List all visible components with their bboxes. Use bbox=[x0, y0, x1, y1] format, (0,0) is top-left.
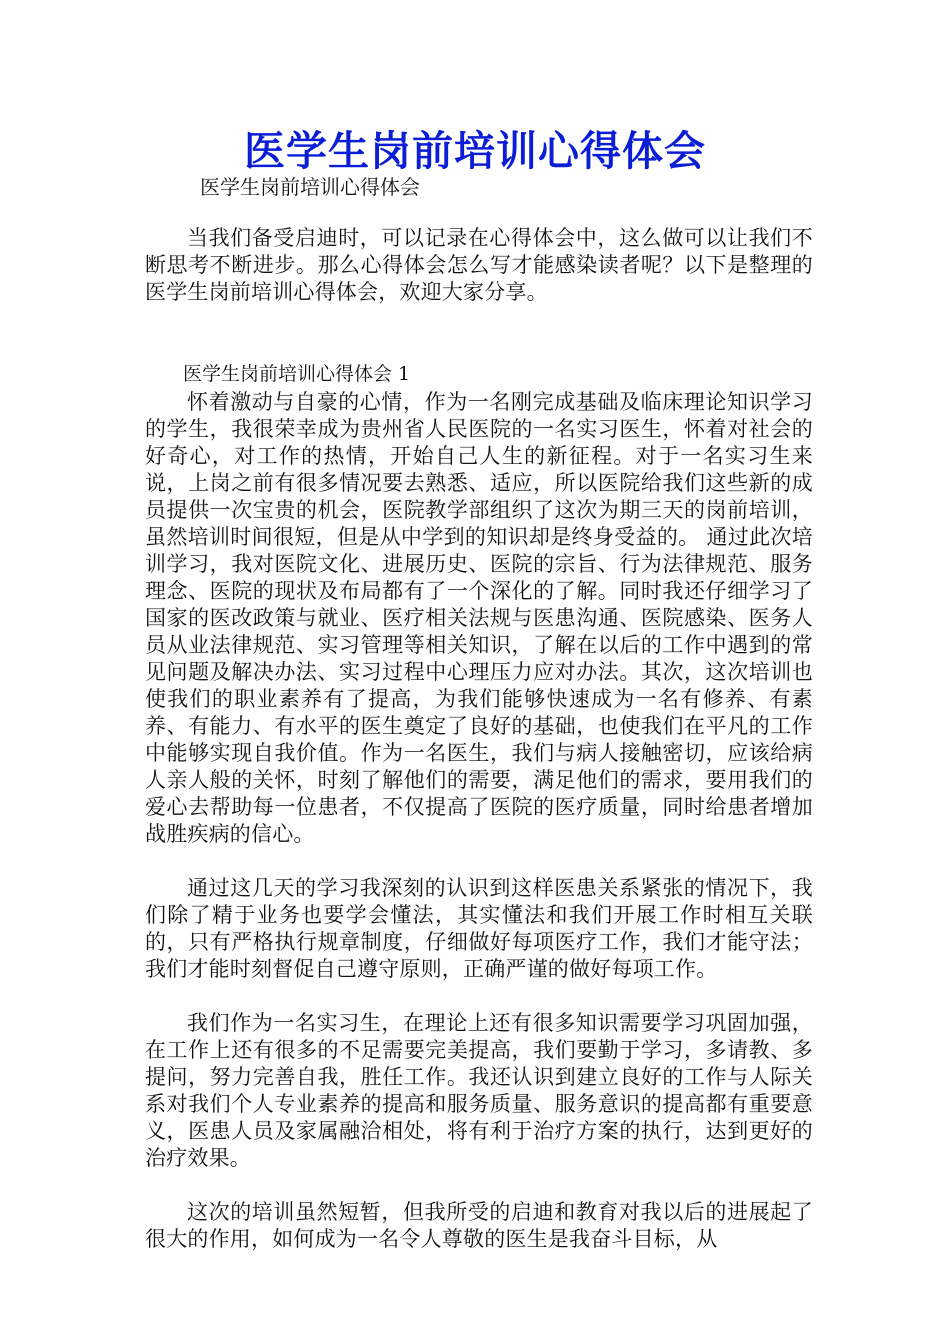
body-paragraph-3: 我们作为一名实习生，在理论上还有很多知识需要学习巩固加强，在工作上还有很多的不足需要完美提高，我们要勤于学习，多请教、多提问，努力完善自我，胜任工作。我还认识到建立良好的工作与人际关系对我们个人专业素养的提高和服务质量、服务意识的提高都有重要意义，医患人员及家属融洽相处，将有利于治疗方案的执行，达到更好的治疗效果。 bbox=[145, 1011, 813, 1170]
document-body bbox=[145, 225, 813, 1253]
body-paragraph-2: 通过这几天的学习我深刻的认识到这样医患关系紧张的情况下，我们除了精于业务也要学会懂法，其实懂法和我们开展工作时相互关联的，只有严格执行规章制度，仔细做好每项医疗工作，我们才能守法；我们才能时刻督促自己遵守原则，正确严谨的做好每项工作。 bbox=[145, 876, 813, 981]
body-paragraph-1: 怀着激动与自豪的心情，作为一名刚完成基础及临床理论知识学习的学生，我很荣幸成为贵州省人民医院的一名实习医生，怀着对社会的好奇心，对工作的热情，开始自己人生的新征程。对于一名实习生来说，上岗之前有很多情况要去熟悉、适应，所以医院给我们这些新的成员提供一次宝贵的机会，医院教学部组织了这次为期三天的岗前培训，虽然培训时间很短，但是从中学到的知识却是终身受益的。 通过此次培训学习，我对医院文化、进展历史、医院的宗旨、行为法律规范、服务理念、医院的现状及布局都有了一个深化的了解。同时我还仔细学习了国家的医改政策与就业、医疗相关法规与医患沟通、医院感染、医务人员从业法律规范、实习管理等相关知识，了解在以后的工作中遇到的常见问题及解决办法、实习过程中心理压力应对办法。其次，这次培训也使我们的职业素养有了提高，为我们能够快速成为一名有修养、有素养、有能力、有水平的医生奠定了良好的基础，也使我们在平凡的工作中能够实现自我价值。作为一名医生，我们与病人接触密切，应该给病人亲人般的关怀，时刻了解他们的需要，满足他们的需求，要用我们的爱心去帮助每一位患者，不仅提高了医院的医疗质量，同时给患者增加战胜疾病的信心。 bbox=[145, 390, 813, 846]
body-paragraph-4: 这次的培训虽然短暂，但我所受的启迪和教育对我以后的进展起了很大的作用，如何成为一名令人尊敬的医生是我奋斗目标，从 bbox=[145, 1200, 813, 1251]
section-heading: 医学生岗前培训心得体会 1 bbox=[183, 363, 411, 385]
paragraph-spacer bbox=[145, 306, 813, 360]
document-title: 医学生岗前培训心得体会 bbox=[244, 127, 706, 175]
paragraph-spacer bbox=[145, 983, 813, 1010]
paragraph-spacer bbox=[145, 848, 813, 875]
document-subtitle: 医学生岗前培训心得体会 bbox=[200, 175, 420, 199]
paragraph-spacer bbox=[145, 1172, 813, 1199]
intro-paragraph: 当我们备受启迪时，可以记录在心得体会中，这么做可以让我们不断思考不断进步。那么心得体会怎么写才能感染读者呢？以下是整理的医学生岗前培训心得体会，欢迎大家分享。 bbox=[145, 226, 813, 304]
